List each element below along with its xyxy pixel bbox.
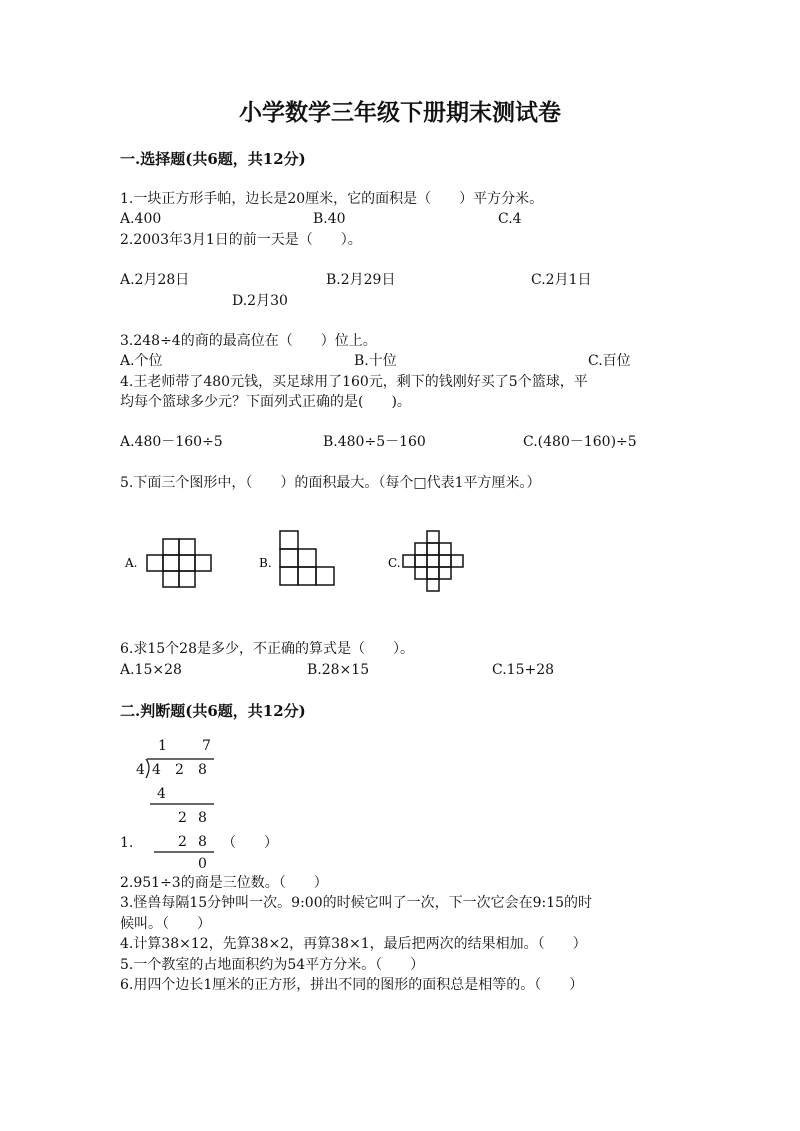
j1-blank: （ ） xyxy=(222,835,278,851)
figure-b xyxy=(280,531,334,585)
q2-option-d: D.2月30 xyxy=(232,293,288,309)
q6-option-c: C.15+28 xyxy=(492,662,555,678)
dividend-digit-3: 8 xyxy=(198,762,207,778)
q6-option-b: B.28×15 xyxy=(307,662,370,678)
step3-digit-1: 2 xyxy=(178,834,187,850)
q2-option-c: C.2月1日 xyxy=(531,272,592,288)
j2-statement: 2.951÷3的商是三位数。（ ） xyxy=(120,875,328,891)
q3-option-c: C.百位 xyxy=(588,353,631,369)
figure-c xyxy=(403,531,463,591)
step2-digit-2: 8 xyxy=(198,810,207,826)
q5-label-b: B. xyxy=(259,556,272,570)
page-title: 小学数学三年级下册期末测试卷 xyxy=(239,99,561,126)
q5-label-a: A. xyxy=(125,556,138,570)
j4-statement: 4.计算38×12，先算38×2，再算38×1，最后把两次的结果相加。（ ） xyxy=(120,936,587,952)
dividend-digit-1: 4 xyxy=(152,762,161,778)
q5-figures xyxy=(120,525,500,600)
q6-option-a: A.15×28 xyxy=(120,662,182,678)
quotient-digit-1: 1 xyxy=(158,738,167,754)
q1-stem: 1.一块正方形手帕，边长是20厘米，它的面积是（ ）平方分米。 xyxy=(120,191,544,207)
j1-label: 1. xyxy=(120,835,134,851)
q2-stem: 2.2003年3月1日的前一天是（ ）。 xyxy=(120,232,362,248)
divisor: 4 xyxy=(136,762,145,778)
q1-option-a: A.400 xyxy=(120,211,162,227)
q3-option-a: A.个位 xyxy=(120,353,163,369)
j6-statement: 6.用四个边长1厘米的正方形，拼出不同的图形的面积总是相等的。（ ） xyxy=(120,977,584,993)
step2-digit-1: 2 xyxy=(178,810,187,826)
j5-statement: 5.一个教室的占地面积约为54平方分米。（ ） xyxy=(120,957,425,973)
dividend-digit-2: 2 xyxy=(175,762,184,778)
q4-stem-line1: 4.王老师带了480元钱，买足球用了160元，剩下的钱刚好买了5个篮球，平 xyxy=(120,374,588,390)
step1-value: 4 xyxy=(157,786,166,802)
q1-option-b: B.40 xyxy=(313,211,346,227)
section2-heading: 二.判断题(共6题，共12分) xyxy=(120,702,306,720)
q6-stem: 6.求15个28是多少，不正确的算式是（ ）。 xyxy=(120,641,414,657)
q4-option-a: A.480－160÷5 xyxy=(120,434,223,450)
q5-stem: 5.下面三个图形中，（ ）的面积最大。（每个□代表1平方厘米。） xyxy=(120,475,541,491)
long-division-figure xyxy=(130,734,230,872)
remainder: 0 xyxy=(198,856,207,872)
q3-stem: 3.248÷4的商的最高位在（ ）位上。 xyxy=(120,333,377,349)
q2-option-b: B.2月29日 xyxy=(326,272,396,288)
section1-heading: 一.选择题(共6题，共12分) xyxy=(120,150,306,168)
q4-option-c: C.(480－160)÷5 xyxy=(523,434,637,450)
step3-digit-2: 8 xyxy=(198,834,207,850)
j3-statement-line1: 3.怪兽每隔15分钟叫一次。9:00的时候它叫了一次，下一次它会在9:15的时 xyxy=(120,895,593,911)
q4-option-b: B.480÷5－160 xyxy=(323,434,426,450)
figure-a xyxy=(147,539,211,587)
q2-option-a: A.2月28日 xyxy=(120,272,190,288)
division-bracket xyxy=(146,759,149,778)
q3-option-b: B.十位 xyxy=(354,353,397,369)
q1-option-c: C.4 xyxy=(498,211,522,227)
q5-label-c: C. xyxy=(388,556,401,570)
j3-statement-line2: 候叫。（ ） xyxy=(120,916,211,932)
q4-stem-line2: 均每个篮球多少元？下面列式正确的是( )。 xyxy=(120,394,411,410)
quotient-digit-2: 7 xyxy=(202,738,211,754)
